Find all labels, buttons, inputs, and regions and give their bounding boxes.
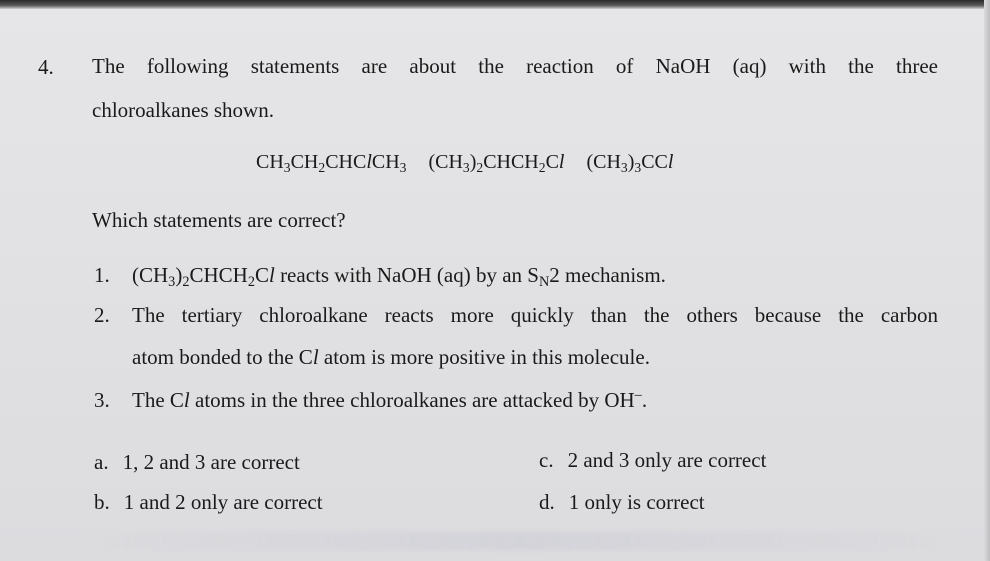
question-stem-line-1: The following statements are about the reaction of NaOH (aq) with the three <box>92 54 938 78</box>
question-number: 4. <box>38 55 54 79</box>
statement-1-number: 1. <box>94 263 110 287</box>
option-d-letter: d. <box>539 490 555 514</box>
option-c-letter: c. <box>539 448 554 472</box>
statement-1-text: $(CH_3)_2CHCH_2Cl$ reacts with NaOH (aq) by an $S_N2$ mechanism. <box>132 263 666 290</box>
answer-option-a[interactable] <box>94 450 300 474</box>
option-b-letter: b. <box>94 490 110 514</box>
statement-2-text-line-2: atom bonded to the Cl atom is more positive in this molecule. <box>132 345 650 369</box>
page-top-edge <box>0 0 990 9</box>
statement-2-number: 2. <box>94 303 110 327</box>
formula-1-chloro-2-methylpropane: $(CH_3)_2CHCH_2Cl$ <box>428 151 565 175</box>
option-a-letter: a. <box>94 450 109 474</box>
statement-3-number: 3. <box>94 388 110 412</box>
answer-option-d[interactable] <box>539 490 705 514</box>
formula-2-chloro-2-methylpropane: $(CH_3)_3CCl$ <box>586 151 674 175</box>
formula-2-chlorobutane: $CH_3CH_2CHClCH_3$ <box>256 151 407 175</box>
question-stem-line-2: chloroalkanes shown. <box>92 98 274 122</box>
option-b-text: 1 and 2 only are correct <box>123 490 323 514</box>
answer-option-c[interactable] <box>539 448 766 472</box>
statement-2-text-line-1: The tertiary chloroalkane reacts more quickly than the others because the carbon <box>132 303 938 327</box>
answer-option-b[interactable] <box>94 490 323 514</box>
statement-3-text: The Cl atoms in the three chloroalkanes are attacked by OH–. <box>132 387 648 412</box>
question-prompt: Which statements are correct? <box>92 208 346 232</box>
option-c-text: 2 and 3 only are correct <box>567 448 767 472</box>
option-d-text: 1 only is correct <box>568 490 705 514</box>
chloroalkane-formulae <box>256 150 673 174</box>
page-right-edge <box>984 0 990 561</box>
bleed-through-shadow <box>80 532 960 550</box>
option-a-text: 1, 2 and 3 are correct <box>122 450 300 474</box>
